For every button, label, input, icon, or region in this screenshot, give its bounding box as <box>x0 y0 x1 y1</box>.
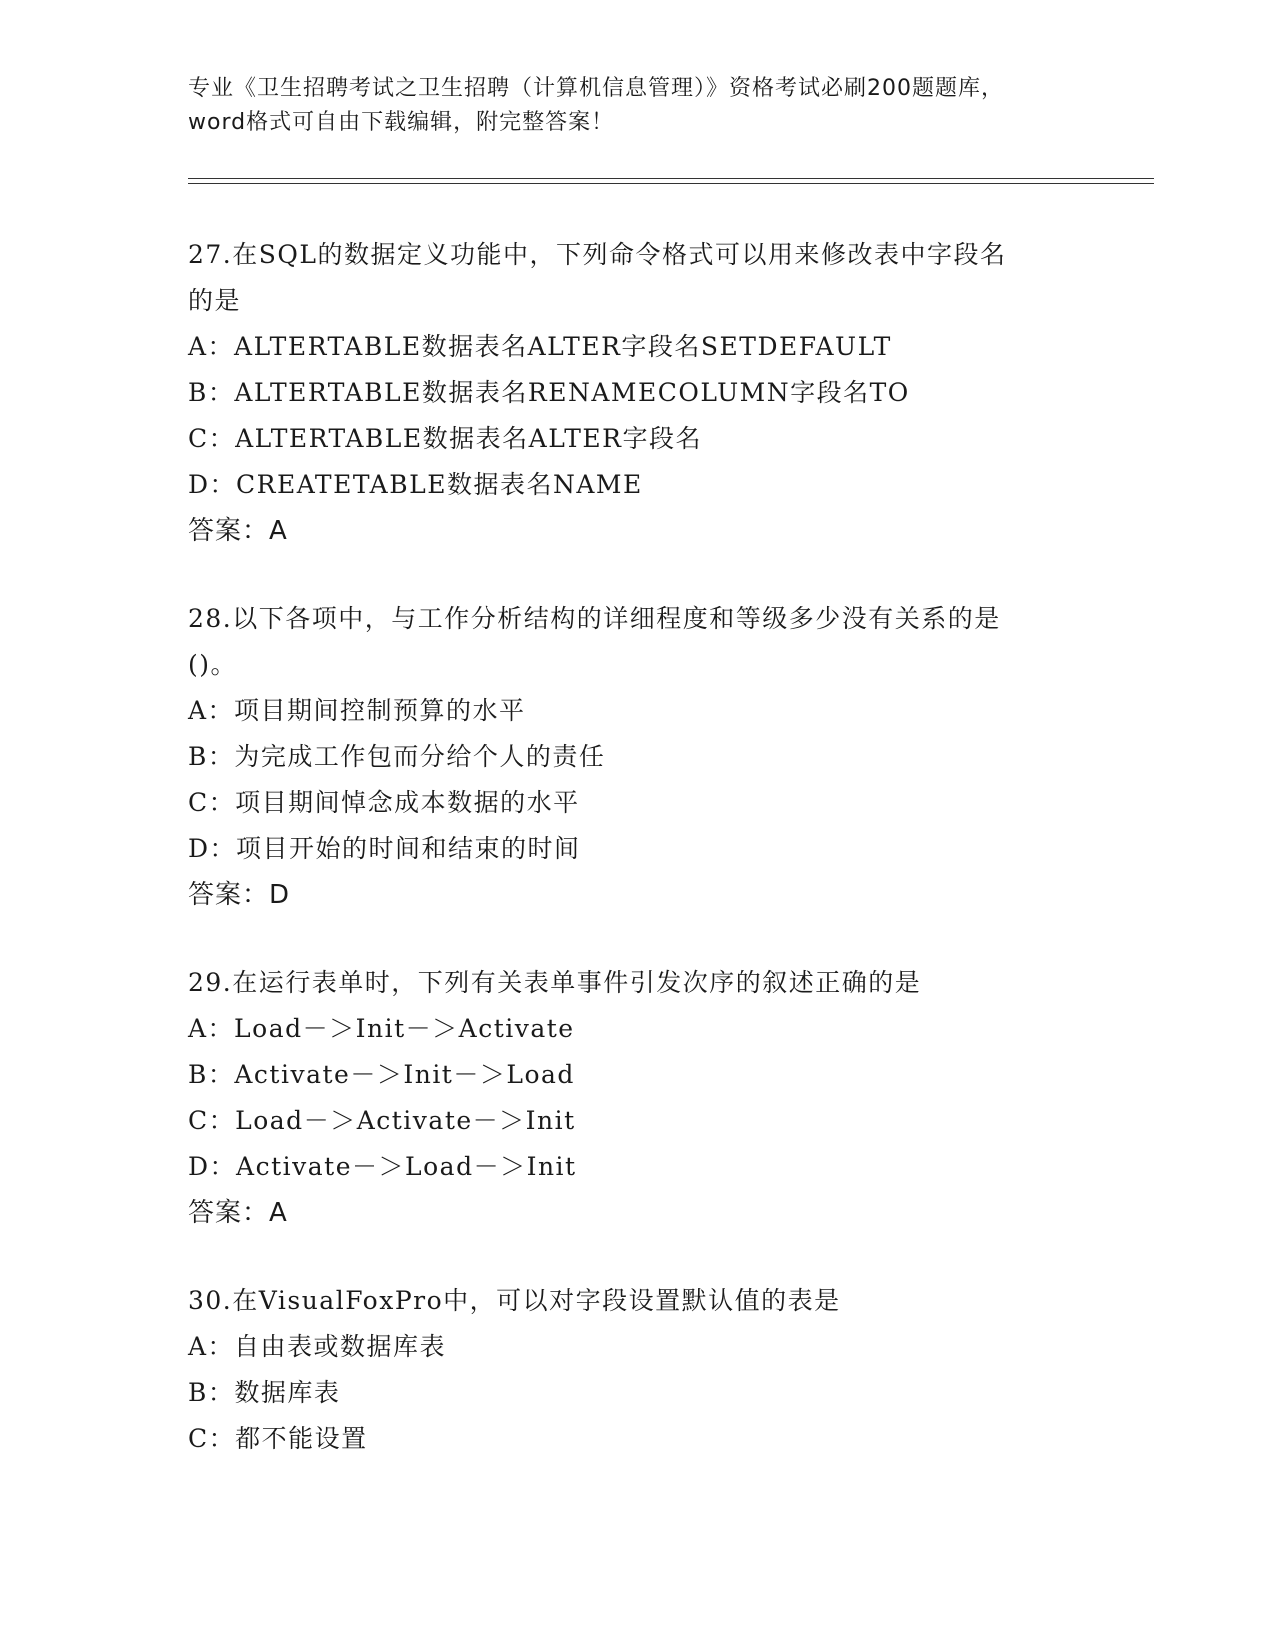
document-header <box>188 72 1088 140</box>
option-b: B：数据库表 <box>188 1378 341 1407</box>
option-c: C：都不能设置 <box>188 1424 368 1453</box>
option-b: B：ALTERTABLE数据表名RENAMECOLUMN字段名TO <box>188 378 910 407</box>
option-a: A：Load－＞Init－＞Activate <box>188 1014 575 1043</box>
option-d: D：项目开始的时间和结束的时间 <box>188 834 581 863</box>
header-divider-top <box>188 178 1154 179</box>
option-d: D：CREATETABLE数据表名NAME <box>188 470 643 499</box>
question-30 <box>188 1278 1088 1462</box>
option-a: A：ALTERTABLE数据表名ALTER字段名SETDEFAULT <box>188 332 892 361</box>
option-a: A：项目期间控制预算的水平 <box>188 696 526 725</box>
option-b: B：为完成工作包而分给个人的责任 <box>188 742 606 771</box>
option-c: C：Load－＞Activate－＞Init <box>188 1106 576 1135</box>
question-stem-continued: ()。 <box>188 650 238 679</box>
question-29 <box>188 960 1088 1236</box>
question-stem: 28.以下各项中，与工作分析结构的详细程度和等级多少没有关系的是 <box>188 604 1001 633</box>
answer: 答案：A <box>188 1198 288 1228</box>
question-stem: 30.在VisualFoxPro中，可以对字段设置默认值的表是 <box>188 1286 841 1315</box>
answer: 答案：D <box>188 880 291 910</box>
option-b: B：Activate－＞Init－＞Load <box>188 1060 575 1089</box>
question-stem: 27.在SQL的数据定义功能中，下列命令格式可以用来修改表中字段名 <box>188 240 1007 269</box>
option-d: D：Activate－＞Load－＞Init <box>188 1152 577 1181</box>
question-28 <box>188 596 1088 918</box>
question-27 <box>188 232 1088 554</box>
option-a: A：自由表或数据库表 <box>188 1332 447 1361</box>
question-list <box>188 232 1088 1504</box>
header-line-2: word格式可自由下载编辑，附完整答案！ <box>188 110 615 135</box>
option-c: C：ALTERTABLE数据表名ALTER字段名 <box>188 424 703 453</box>
header-line-1: 专业《卫生招聘考试之卫生招聘（计算机信息管理）》资格考试必刷200题题库， <box>188 76 1004 101</box>
header-divider-bottom <box>188 183 1154 184</box>
option-c: C：项目期间悼念成本数据的水平 <box>188 788 580 817</box>
question-stem: 29.在运行表单时，下列有关表单事件引发次序的叙述正确的是 <box>188 968 922 997</box>
question-stem-continued: 的是 <box>188 286 242 315</box>
answer: 答案：A <box>188 516 288 546</box>
